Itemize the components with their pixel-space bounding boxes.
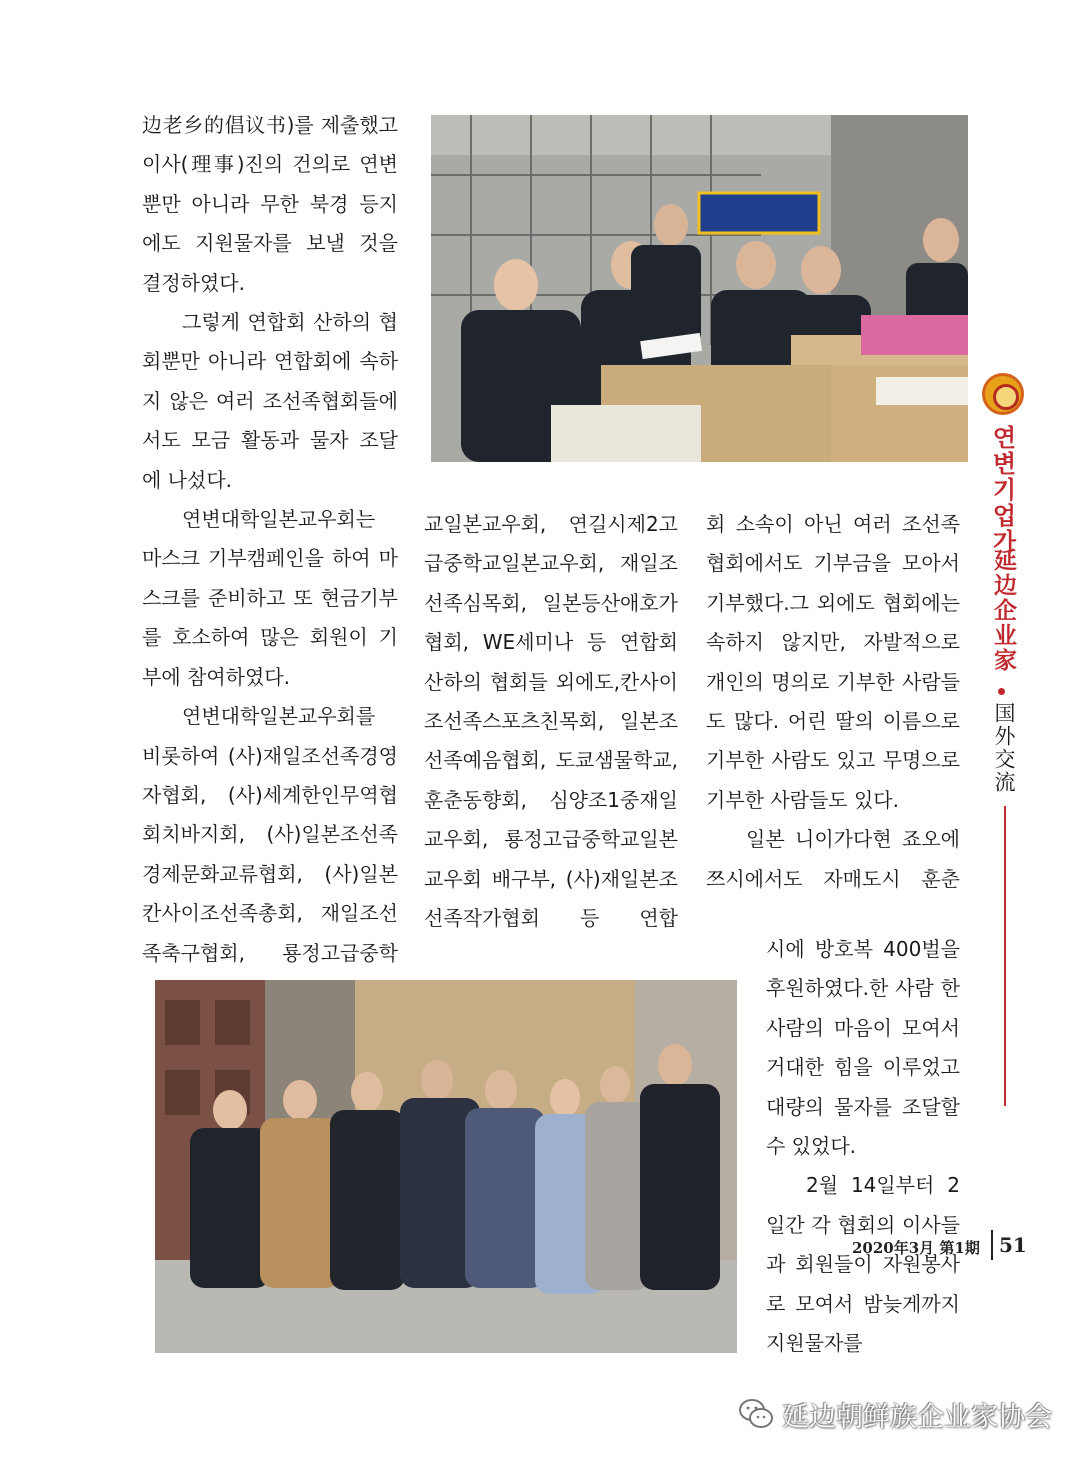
sidebar-title-korean: 연변기업가 bbox=[988, 425, 1017, 555]
paragraph: 边老乡的倡议书)를 제출했고 이사(理事)진의 건의로 연변뿐만 아니라 무한 북경 등지에도 지원물자를 보낼 것을 결정하였다. bbox=[142, 113, 398, 295]
paragraph: 시에 방호복 400벌을 후원하였다.한 사람 한 사람의 마음이 모여서 거대한 힘을 이루었고 대량의 물자를 조달할 수 있었다. bbox=[766, 937, 960, 1159]
paragraph: 일본 니이가다현 죠오에쯔시에서도 자매도시 훈춘 bbox=[706, 827, 960, 891]
paragraph: 그렇게 연합회 산하의 협회뿐만 아니라 연합회에 속하지 않은 여러 조선족협회들에서도 모금 활동과 물자 조달에 나섰다. bbox=[142, 310, 398, 492]
group-photo bbox=[155, 980, 737, 1353]
footer-divider bbox=[991, 1230, 993, 1260]
magazine-logo-icon bbox=[982, 373, 1024, 415]
paragraph: 연변대학일본교우회는 마스크 기부캠페인을 하여 마스크를 준비하고 또 현금기부를 호소하여 많은 회원이 기부에 참여하였다. bbox=[142, 507, 398, 689]
sidebar-section: 国外交流 bbox=[992, 702, 1016, 794]
paragraph: 교일본교우회, 연길시제2고급중학교일본교우회, 재일조선족심목회, 일본등산애호가협회, WE세미나 등 연합회 산하의 협회들 외에도,칸사이조선족스포츠친목회, 일본조선족예음협회, 도쿄샘물학교, 훈춘동향회, 심양조1중재일교우회, 룡정고급중학교일본교우회 배구부, (사)재일본조선족작가협회 등 연합 bbox=[424, 512, 678, 931]
watermark-text: 延边朝鲜族企业家协会 bbox=[782, 1401, 1052, 1433]
issue-label: 2020年3月 第1期 bbox=[852, 1239, 980, 1257]
paragraph: 회 소속이 아닌 여러 조선족협회에서도 기부금을 모아서 기부했다.그 외에도 협회에는 속하지 않지만, 자발적으로 개인의 명의로 기부한 사람들도 많다. 어린 딸의 이름으로 기부한 사람도 있고 무명으로 기부한 사람들도 있다. bbox=[706, 512, 960, 812]
paragraph: 연변대학일본교우회를 비롯하여 (사)재일조선족경영자협회, (사)세계한인무역협회치바지회, (사)일본조선족경제문화교류협회, (사)일본칸사이조선족총회, 재일조선족축구협회, 룡정고급중학 bbox=[142, 704, 398, 965]
separator-dot bbox=[998, 688, 1005, 695]
warehouse-photo bbox=[431, 115, 968, 462]
text-column-3 bbox=[706, 505, 960, 899]
text-column-1 bbox=[142, 106, 398, 973]
watermark bbox=[738, 1394, 1052, 1434]
text-column-2 bbox=[424, 505, 678, 938]
wechat-icon bbox=[738, 1397, 774, 1431]
text-column-3-continued bbox=[766, 930, 960, 1363]
page-number: 51 bbox=[999, 1233, 1027, 1257]
sidebar-divider bbox=[1004, 806, 1006, 1106]
paragraph: 2월 14일부터 2일간 각 협회의 이사들과 회원들이 자원봉사로 모여서 밤늦게까지 지원물자를 bbox=[766, 1173, 960, 1356]
sidebar-title-chinese: 延边企业家 bbox=[990, 548, 1017, 673]
